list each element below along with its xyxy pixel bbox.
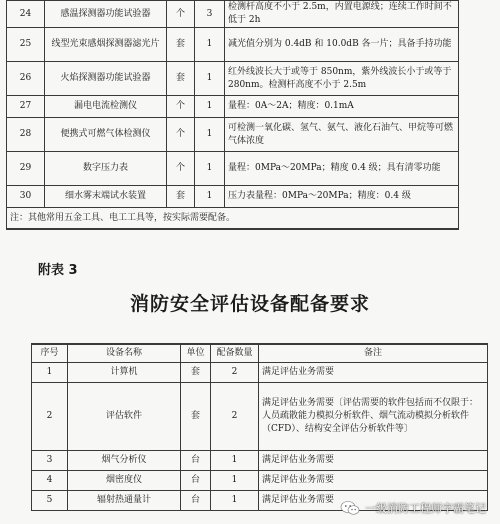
cell-no: 25: [7, 28, 45, 62]
cell-unit: 套: [167, 62, 195, 96]
cell-unit: 个: [167, 96, 195, 118]
cell-qty: 2: [211, 383, 259, 451]
cell-unit: 套: [181, 363, 211, 383]
table-row: [7, 118, 459, 152]
header-qty: 配备数量: [211, 344, 259, 363]
cell-name: 便携式可燃气体检测仪: [45, 118, 167, 152]
table-row: [32, 471, 488, 491]
watermark-text: 一级消防工程师字霸笔记: [365, 502, 486, 515]
cell-name: 辐射热通量计: [68, 491, 181, 511]
cell-qty: 1: [211, 491, 259, 511]
table-note-row: [7, 208, 459, 230]
cell-qty: 1: [211, 451, 259, 471]
assessment-equipment-table: [31, 343, 488, 511]
cell-requirement: 减光值分别为 0.4dB 和 10.0dB 各一片；具备手持功能: [225, 28, 459, 62]
cell-remark: 满足评估业务需要: [259, 363, 488, 383]
header-remark: 备注: [259, 344, 488, 363]
cell-requirement: 可检测一氧化碳、氢气、氨气、液化石油气、甲烷等可燃气体浓度: [225, 118, 459, 152]
cell-unit: 台: [181, 471, 211, 491]
cell-unit: 个: [167, 1, 195, 28]
cell-qty: 1: [195, 152, 225, 186]
cell-qty: 1: [195, 28, 225, 62]
appendix-label: 附表 3: [38, 263, 78, 278]
table-row: [7, 28, 459, 62]
cell-name: 数字压力表: [45, 152, 167, 186]
table-row: [32, 383, 488, 451]
cell-qty: 1: [195, 96, 225, 118]
table-row: [7, 1, 459, 28]
cell-requirement: 红外线波长大于或等于 850nm，紫外线波长小于或等于 280nm。检测杆高度不小于 2.5m: [225, 62, 459, 96]
cell-remark: 满足评估业务需要: [259, 451, 488, 471]
cell-no: 2: [32, 383, 68, 451]
cell-no: 5: [32, 491, 68, 511]
cell-unit: 套: [181, 383, 211, 451]
table-row: [32, 363, 488, 383]
table-row: [32, 451, 488, 471]
header-name: 设备名称: [68, 344, 181, 363]
cell-no: 30: [7, 186, 45, 208]
cell-remark: 满足评估业务需要: [259, 491, 488, 511]
cell-requirement: 检测杆高度不小于 2.5m，内置电源线；连续工作时间不低于 2h: [225, 1, 459, 28]
header-unit: 单位: [181, 344, 211, 363]
table-header-row: [32, 344, 488, 363]
table-row: [7, 62, 459, 96]
cell-name: 感温探测器功能试验器: [45, 1, 167, 28]
cell-unit: 台: [181, 451, 211, 471]
cell-qty: 3: [195, 1, 225, 28]
cell-no: 24: [7, 1, 45, 28]
cell-no: 3: [32, 451, 68, 471]
cell-unit: 套: [167, 186, 195, 208]
cell-qty: 1: [195, 186, 225, 208]
cell-no: 1: [32, 363, 68, 383]
cell-requirement: 量程：0A～2A；精度：0.1mA: [225, 96, 459, 118]
cell-name: 计算机: [68, 363, 181, 383]
cell-name: 细水雾末端试水装置: [45, 186, 167, 208]
table-row: [7, 152, 459, 186]
cell-unit: 个: [167, 118, 195, 152]
table-note: 注：其他常用五金工具、电工工具等，按实际需要配备。: [7, 208, 459, 230]
table-row: [7, 186, 459, 208]
watermark: [340, 500, 486, 516]
cell-name: 烟气分析仪: [68, 451, 181, 471]
cell-name: 火焰探测器功能试验器: [45, 62, 167, 96]
header-no: 序号: [32, 344, 68, 363]
cell-unit: 个: [167, 152, 195, 186]
cell-name: 漏电电流检测仪: [45, 96, 167, 118]
cell-qty: 1: [195, 118, 225, 152]
cell-unit: 套: [167, 28, 195, 62]
table-title: 消防安全评估设备配备要求: [129, 293, 370, 315]
cell-remark: 满足评估业务需要: [259, 471, 488, 491]
table-row: [7, 96, 459, 118]
cell-no: 26: [7, 62, 45, 96]
cell-name: 烟密度仪: [68, 471, 181, 491]
cell-no: 28: [7, 118, 45, 152]
cell-requirement: 压力表量程：0MPa～20MPa；精度：0.4 级: [225, 186, 459, 208]
cell-remark: 满足评估业务需要〔评估需要的软件包括而不仅限于：人员疏散能力模拟分析软件、烟气流动模拟分析软件（CFD）、结构安全评估分析软件等〕: [259, 383, 488, 451]
cell-no: 4: [32, 471, 68, 491]
equipment-table-top: [6, 0, 459, 230]
cell-unit: 台: [181, 491, 211, 511]
cell-qty: 1: [195, 62, 225, 96]
cell-name: 线型光束感烟探测器滤光片: [45, 28, 167, 62]
cell-name: 评估软件: [68, 383, 181, 451]
cell-no: 29: [7, 152, 45, 186]
cell-qty: 2: [211, 363, 259, 383]
cell-no: 27: [7, 96, 45, 118]
cell-requirement: 量程：0MPa～20MPa；精度 0.4 级；具有清零功能: [225, 152, 459, 186]
cell-qty: 1: [211, 471, 259, 491]
wechat-icon: [340, 500, 360, 516]
